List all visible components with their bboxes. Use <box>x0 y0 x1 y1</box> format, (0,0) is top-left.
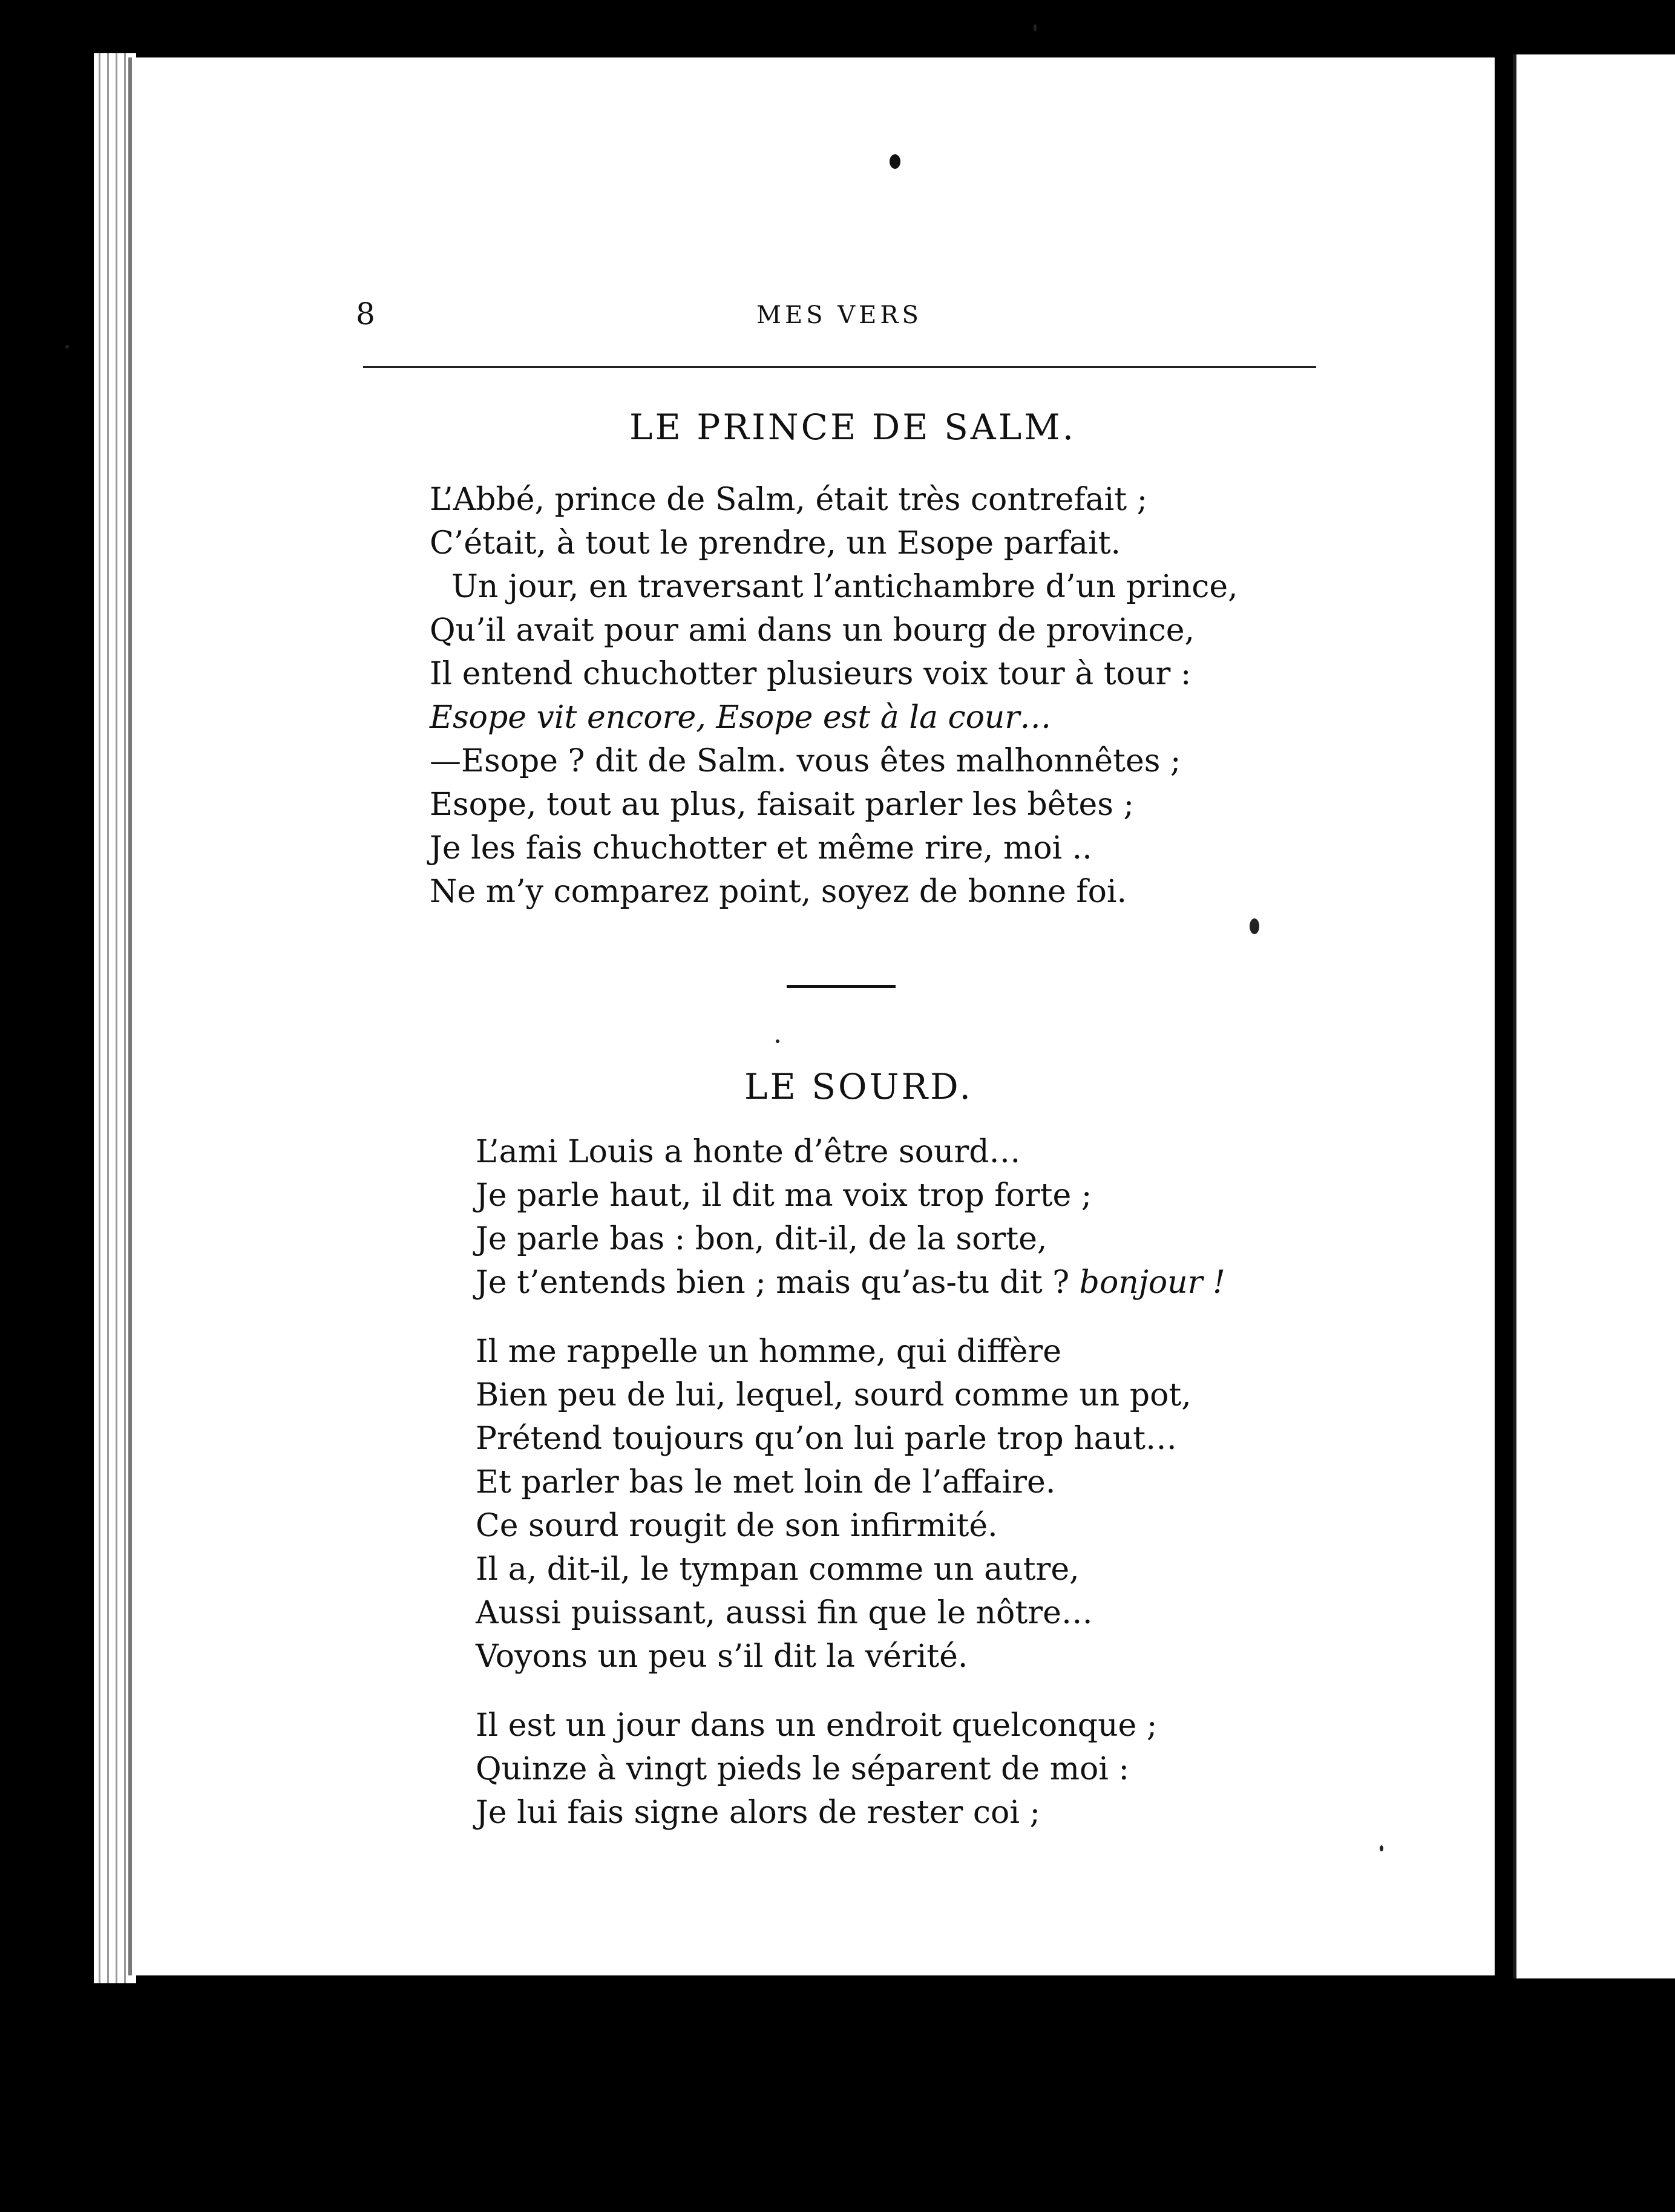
verse-line: Il est un jour dans un endroit quelconque ; <box>476 1707 1158 1744</box>
page-edge-line <box>99 53 100 1983</box>
ink-speck <box>1250 918 1259 934</box>
page-edge-line <box>116 53 117 1983</box>
verse-line: Je les fais chuchotter et même rire, moi .. <box>430 830 1092 866</box>
verse-line: L’Abbé, prince de Salm, était très contrefait ; <box>430 482 1148 518</box>
verse-line: Voyons un peu s’il dit la vérité. <box>476 1638 968 1675</box>
stanza-gap <box>476 1678 1225 1704</box>
verse-line-italic: Esope vit encore, Esope est à la cour… <box>430 699 1052 736</box>
page-edge-line <box>107 53 109 1983</box>
verse-line: Il me rappelle un homme, qui diffère <box>476 1333 1062 1370</box>
ink-speck <box>65 345 69 348</box>
verse-line: Aussi puissant, aussi fin que le nôtre… <box>476 1595 1093 1631</box>
stanza-gap <box>476 1304 1225 1330</box>
verse-line: Quinze à vingt pieds le séparent de moi : <box>476 1751 1129 1787</box>
facing-page-gutter <box>1513 54 1516 1978</box>
verse-line: Esope, tout au plus, faisait parler les bêtes ; <box>430 787 1135 823</box>
header-rule <box>363 366 1316 368</box>
facing-page-edge <box>1513 54 1675 1978</box>
verse-line: Ce sourd rougit de son infirmité. <box>476 1508 998 1544</box>
verse-line: Je parle bas : bon, dit-il, de la sorte, <box>476 1221 1047 1257</box>
section-separator <box>787 985 896 988</box>
verse-line: Qu’il avait pour ami dans un bourg de province, <box>430 612 1195 649</box>
verse-line <box>476 1261 1225 1304</box>
verse-line: Ne m’y comparez point, soyez de bonne foi. <box>430 874 1127 910</box>
poem-title: LE SOURD. <box>744 1066 973 1107</box>
verse-line: Bien peu de lui, lequel, sourd comme un pot, <box>476 1377 1192 1413</box>
page-edge-line <box>124 53 126 1983</box>
poem-body-prince <box>430 478 1238 914</box>
verse-line: Il entend chuchotter plusieurs voix tour à tour : <box>430 656 1192 692</box>
page-number: 8 <box>356 296 375 332</box>
ink-speck <box>776 1039 779 1043</box>
verse-line: C’était, à tout le prendre, un Esope parfait. <box>430 525 1121 561</box>
verse-line: L’ami Louis a honte d’être sourd… <box>476 1134 1021 1170</box>
verse-line: Il a, dit-il, le tympan comme un autre, <box>476 1551 1080 1588</box>
ink-speck <box>1380 1845 1383 1851</box>
verse-line: Prétend toujours qu’on lui parle trop haut… <box>476 1421 1178 1457</box>
poem-title: LE PRINCE DE SALM. <box>629 407 1077 448</box>
verse-line: Je lui fais signe alors de rester coi ; <box>476 1795 1041 1831</box>
verse-line: Et parler bas le met loin de l’affaire. <box>476 1464 1056 1500</box>
poem-body-sourd <box>476 1130 1225 1834</box>
verse-line: Un jour, en traversant l’antichambre d’un prince, <box>451 569 1238 605</box>
running-title: MES VERS <box>756 301 922 329</box>
verse-line: —Esope ? dit de Salm. vous êtes malhonnêtes ; <box>430 743 1181 779</box>
ink-dot <box>890 154 900 169</box>
verse-text: Je t’entends bien ; mais qu’as-tu dit ? <box>476 1265 1070 1301</box>
ink-speck <box>1034 24 1037 31</box>
verse-line: Je parle haut, il dit ma voix trop forte ; <box>476 1177 1092 1214</box>
verse-text-italic: bonjour ! <box>1079 1265 1225 1301</box>
